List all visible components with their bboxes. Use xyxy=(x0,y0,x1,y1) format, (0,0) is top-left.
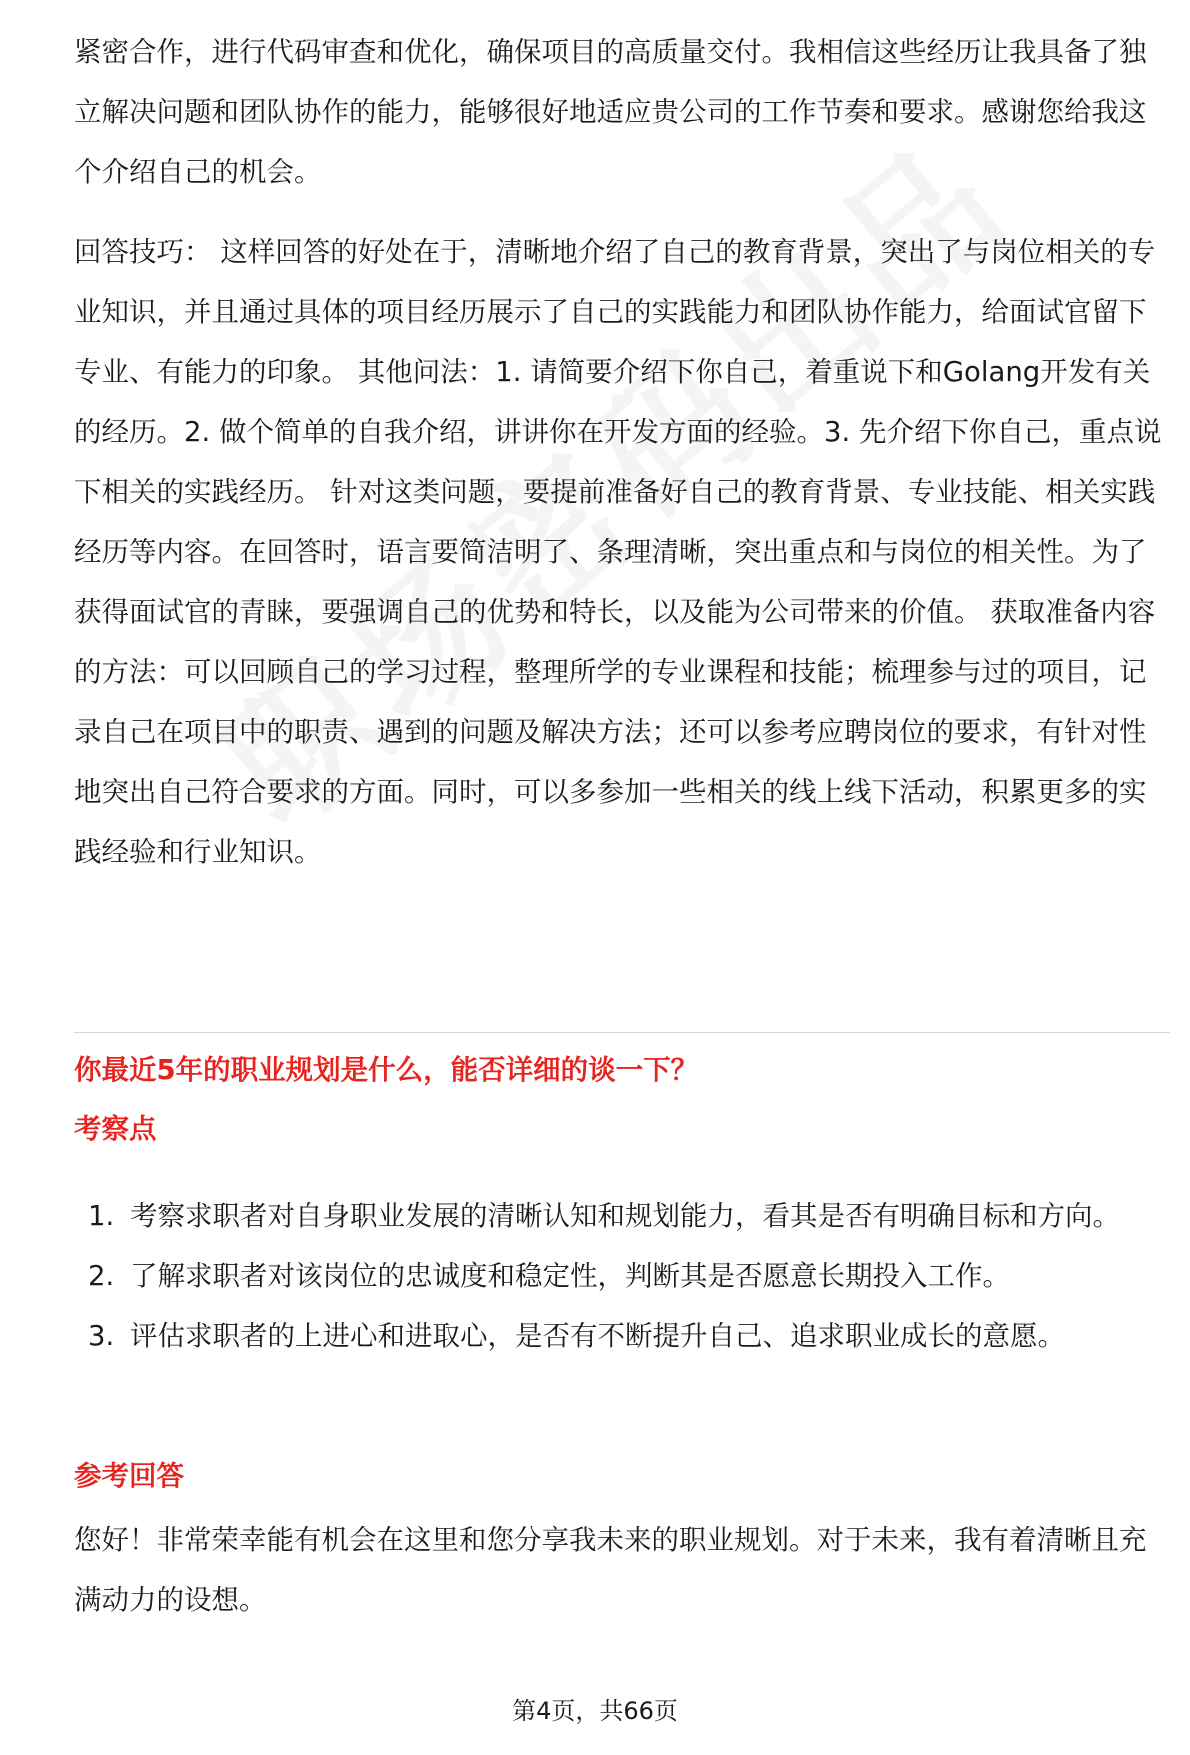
answer-heading: 参考回答 xyxy=(74,1460,184,1492)
list-item xyxy=(74,1246,1170,1306)
list-item xyxy=(74,1186,1170,1246)
answer-paragraph: 您好！非常荣幸能有机会在这里和您分享我未来的职业规划。对于未来，我有着清晰且充满动力的设想。 xyxy=(74,1524,1147,1616)
list-item-text: 评估求职者的上进心和进取心，是否有不断提升自己、追求职业成长的意愿。 xyxy=(130,1320,1065,1352)
page-footer: 第4页，共66页 xyxy=(512,1697,678,1725)
points-list xyxy=(74,1186,1170,1366)
list-item-number: 3. xyxy=(88,1320,115,1352)
question-title: 你最近5年的职业规划是什么，能否详细的谈一下？ xyxy=(74,1054,699,1086)
tips-paragraph: 回答技巧： 这样回答的好处在于，清晰地介绍了自己的教育背景，突出了与岗位相关的专业知识，并且通过具体的项目经历展示了自己的实践能力和团队协作能力，给面试官留下专业、有能力的印象。 其他问法：1. 请简要介绍下你自己，着重说下和Golang开发有关的经历。2. 做个简单的自我介绍，讲讲你在开发方面的经验。3. 先介绍下你自己，重点说下相关的实践经历。 针对这类问题，要提前准备好自己的教育背景、专业技能、相关实践经历等内容。在回答时，语言要简洁明了、条理清晰，突出重点和与岗位的相关性。为了获得面试官的青睐，要强调自己的优势和特长，以及能为公司带来的价值。 获取准备内容的方法：可以回顾自己的学习过程，整理所学的专业课程和技能；梳理参与过的项目，记录自己在项目中的职责、遇到的问题及解决方法；还可以参考应聘岗位的要求，有针对性地突出自己符合要求的方面。同时，可以多参加一些相关的线上线下活动，积累更多的实践经验和行业知识。 xyxy=(74,236,1162,868)
intro-end-paragraph: 紧密合作，进行代码审查和优化，确保项目的高质量交付。我相信这些经历让我具备了独立解决问题和团队协作的能力，能够很好地适应贵公司的工作节奏和要求。感谢您给我这个介绍自己的机会。 xyxy=(74,36,1147,188)
list-item-text: 了解求职者对该岗位的忠诚度和稳定性，判断其是否愿意长期投入工作。 xyxy=(130,1260,1010,1292)
list-item-number: 1. xyxy=(88,1200,115,1232)
list-item-text: 考察求职者对自身职业发展的清晰认知和规划能力，看其是否有明确目标和方向。 xyxy=(130,1200,1120,1232)
section-divider xyxy=(74,1032,1170,1033)
list-item-number: 2. xyxy=(88,1260,115,1292)
points-heading: 考察点 xyxy=(74,1113,157,1145)
list-item xyxy=(74,1306,1170,1366)
